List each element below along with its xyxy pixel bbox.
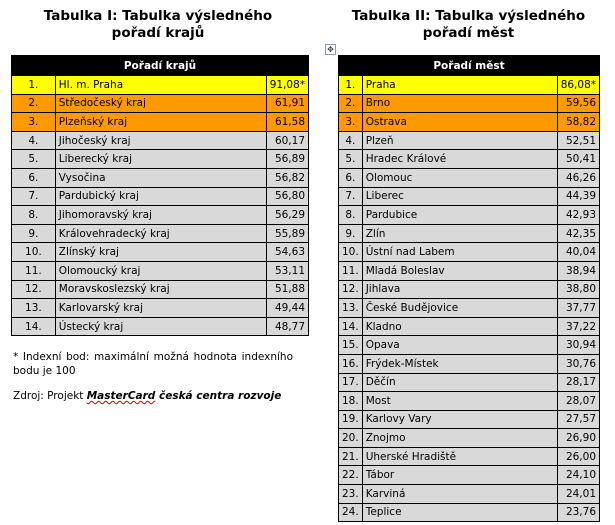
table-row <box>339 373 600 392</box>
table-row <box>339 243 600 262</box>
name-cell: Kladno <box>362 317 557 336</box>
table-row <box>339 317 600 336</box>
name-cell: Královehradecký kraj <box>55 224 266 243</box>
value-cell: 51,88 <box>266 280 308 299</box>
value-cell: 42,93 <box>557 206 599 225</box>
rank-cell: 9. <box>12 224 56 243</box>
name-cell: České Budějovice <box>362 299 557 318</box>
table-row <box>339 392 600 411</box>
name-cell: Ostrava <box>362 113 557 132</box>
source-suffix: česká centra rozvoje <box>155 390 282 402</box>
cities-title-line2: pořadí měst <box>422 25 515 41</box>
regions-title-line2: pořadí krajů <box>111 25 205 41</box>
value-cell: 59,56 <box>557 94 599 113</box>
rank-cell: 6. <box>12 168 56 187</box>
name-cell: Středočeský kraj <box>55 94 266 113</box>
cities-ranking-table <box>338 55 600 522</box>
rank-cell: 11. <box>339 261 363 280</box>
table-row <box>12 76 309 95</box>
name-cell: Plzeň <box>362 131 557 150</box>
move-icon[interactable]: ✥ <box>325 44 336 55</box>
source-prefix: Zdroj: Projekt <box>13 390 87 402</box>
table-row <box>12 168 309 187</box>
rank-cell: 8. <box>339 206 363 225</box>
rank-cell: 18. <box>339 392 363 411</box>
name-cell: Liberec <box>362 187 557 206</box>
name-cell: Jihočeský kraj <box>55 131 266 150</box>
rank-cell: 2. <box>339 94 363 113</box>
value-cell: 24,10 <box>557 466 599 485</box>
rank-cell: 3. <box>339 113 363 132</box>
name-cell: Mladá Boleslav <box>362 261 557 280</box>
value-cell: 30,76 <box>557 354 599 373</box>
rank-cell: 16. <box>339 354 363 373</box>
value-cell: 38,94 <box>557 261 599 280</box>
cities-header: Pořadí měst <box>339 56 600 76</box>
regions-header: Pořadí krajů <box>12 56 309 76</box>
table-row <box>339 503 600 522</box>
table-row <box>12 150 309 169</box>
name-cell: Praha <box>362 76 557 95</box>
rank-cell: 5. <box>339 150 363 169</box>
value-cell: 28,07 <box>557 392 599 411</box>
value-cell: 26,90 <box>557 429 599 448</box>
source-line <box>13 389 313 403</box>
value-cell: 38,80 <box>557 280 599 299</box>
table-row <box>12 261 309 280</box>
value-cell: 27,57 <box>557 410 599 429</box>
rank-cell: 7. <box>12 187 56 206</box>
table-row <box>339 280 600 299</box>
value-cell: 53,11 <box>266 261 308 280</box>
table-row <box>339 429 600 448</box>
rank-cell: 19. <box>339 410 363 429</box>
rank-cell: 4. <box>12 131 56 150</box>
table-row <box>339 113 600 132</box>
table-row <box>339 410 600 429</box>
rank-cell: 24. <box>339 503 363 522</box>
rank-cell: 14. <box>339 317 363 336</box>
value-cell: 48,77 <box>266 317 308 336</box>
value-cell: 23,76 <box>557 503 599 522</box>
name-cell: Uherské Hradiště <box>362 447 557 466</box>
rank-cell: 7. <box>339 187 363 206</box>
value-cell: 37,77 <box>557 299 599 318</box>
table-row <box>339 224 600 243</box>
table-row <box>339 150 600 169</box>
value-cell: 26,00 <box>557 447 599 466</box>
table-row <box>339 76 600 95</box>
rank-cell: 12. <box>339 280 363 299</box>
rank-cell: 1. <box>12 76 56 95</box>
regions-ranking-table <box>11 55 309 336</box>
table-row <box>339 466 600 485</box>
value-cell: 24,01 <box>557 485 599 504</box>
table-row <box>339 485 600 504</box>
rank-cell: 17. <box>339 373 363 392</box>
footnote-text: * Indexní bod: maximální možná hodnota indexního bodu je 100 <box>13 351 293 377</box>
value-cell: 61,58 <box>266 113 308 132</box>
cities-table-title <box>336 8 601 42</box>
name-cell: Hl. m. Praha <box>55 76 266 95</box>
rank-cell: 5. <box>12 150 56 169</box>
source-brand: MasterCard <box>86 390 156 402</box>
table-row <box>12 94 309 113</box>
name-cell: Teplice <box>362 503 557 522</box>
table-row <box>12 206 309 225</box>
rank-cell: 9. <box>339 224 363 243</box>
rank-cell: 6. <box>339 168 363 187</box>
table-row <box>339 447 600 466</box>
name-cell: Liberecký kraj <box>55 150 266 169</box>
rank-cell: 12. <box>12 280 56 299</box>
table-row <box>339 131 600 150</box>
value-cell: 44,39 <box>557 187 599 206</box>
rank-cell: 21. <box>339 447 363 466</box>
name-cell: Jihomoravský kraj <box>55 206 266 225</box>
name-cell: Plzeňský kraj <box>55 113 266 132</box>
value-cell: 56,82 <box>266 168 308 187</box>
name-cell: Opava <box>362 336 557 355</box>
name-cell: Ústecký kraj <box>55 317 266 336</box>
value-cell: 91,08* <box>266 76 308 95</box>
value-cell: 37,22 <box>557 317 599 336</box>
rank-cell: 20. <box>339 429 363 448</box>
value-cell: 86,08* <box>557 76 599 95</box>
cities-header-row <box>339 56 600 76</box>
table-row <box>12 317 309 336</box>
value-cell: 58,82 <box>557 113 599 132</box>
table-row <box>339 336 600 355</box>
value-cell: 55,89 <box>266 224 308 243</box>
name-cell: Pardubice <box>362 206 557 225</box>
name-cell: Vysočina <box>55 168 266 187</box>
value-cell: 28,17 <box>557 373 599 392</box>
table-row <box>339 187 600 206</box>
rank-cell: 2. <box>12 94 56 113</box>
name-cell: Znojmo <box>362 429 557 448</box>
name-cell: Jihlava <box>362 280 557 299</box>
name-cell: Frýdek-Místek <box>362 354 557 373</box>
rank-cell: 8. <box>12 206 56 225</box>
table-row <box>339 94 600 113</box>
table-row <box>12 280 309 299</box>
regions-title-line1: Tabulka I: Tabulka výsledného <box>43 8 273 24</box>
rank-cell: 13. <box>339 299 363 318</box>
name-cell: Děčín <box>362 373 557 392</box>
value-cell: 46,26 <box>557 168 599 187</box>
regions-header-row <box>12 56 309 76</box>
rank-cell: 15. <box>339 336 363 355</box>
name-cell: Brno <box>362 94 557 113</box>
name-cell: Karlovarský kraj <box>55 299 266 318</box>
table-row <box>12 299 309 318</box>
rank-cell: 4. <box>339 131 363 150</box>
value-cell: 54,63 <box>266 243 308 262</box>
table-row <box>339 168 600 187</box>
value-cell: 49,44 <box>266 299 308 318</box>
rank-cell: 13. <box>12 299 56 318</box>
value-cell: 60,17 <box>266 131 308 150</box>
table-row <box>339 299 600 318</box>
name-cell: Moravskoslezský kraj <box>55 280 266 299</box>
table-row <box>339 354 600 373</box>
value-cell: 56,80 <box>266 187 308 206</box>
value-cell: 56,29 <box>266 206 308 225</box>
name-cell: Ústní nad Labem <box>362 243 557 262</box>
name-cell: Most <box>362 392 557 411</box>
name-cell: Karlovy Vary <box>362 410 557 429</box>
rank-cell: 23. <box>339 485 363 504</box>
rank-cell: 1. <box>339 76 363 95</box>
rank-cell: 22. <box>339 466 363 485</box>
table-row <box>339 206 600 225</box>
rank-cell: 14. <box>12 317 56 336</box>
value-cell: 56,89 <box>266 150 308 169</box>
value-cell: 30,94 <box>557 336 599 355</box>
name-cell: Olomoucký kraj <box>55 261 266 280</box>
table-row <box>12 224 309 243</box>
table-row <box>339 261 600 280</box>
rank-cell: 10. <box>339 243 363 262</box>
rank-cell: 3. <box>12 113 56 132</box>
name-cell: Zlín <box>362 224 557 243</box>
value-cell: 42,35 <box>557 224 599 243</box>
value-cell: 50,41 <box>557 150 599 169</box>
table-row <box>12 187 309 206</box>
name-cell: Hradec Králové <box>362 150 557 169</box>
value-cell: 52,51 <box>557 131 599 150</box>
value-cell: 40,04 <box>557 243 599 262</box>
footnote <box>13 350 293 378</box>
table-row <box>12 131 309 150</box>
name-cell: Olomouc <box>362 168 557 187</box>
table-row <box>12 113 309 132</box>
name-cell: Tábor <box>362 466 557 485</box>
rank-cell: 11. <box>12 261 56 280</box>
value-cell: 61,91 <box>266 94 308 113</box>
cities-title-line1: Tabulka II: Tabulka výsledného <box>351 8 586 24</box>
name-cell: Pardubický kraj <box>55 187 266 206</box>
name-cell: Zlínský kraj <box>55 243 266 262</box>
table-row <box>12 243 309 262</box>
rank-cell: 10. <box>12 243 56 262</box>
regions-table-title <box>8 8 308 42</box>
name-cell: Karviná <box>362 485 557 504</box>
